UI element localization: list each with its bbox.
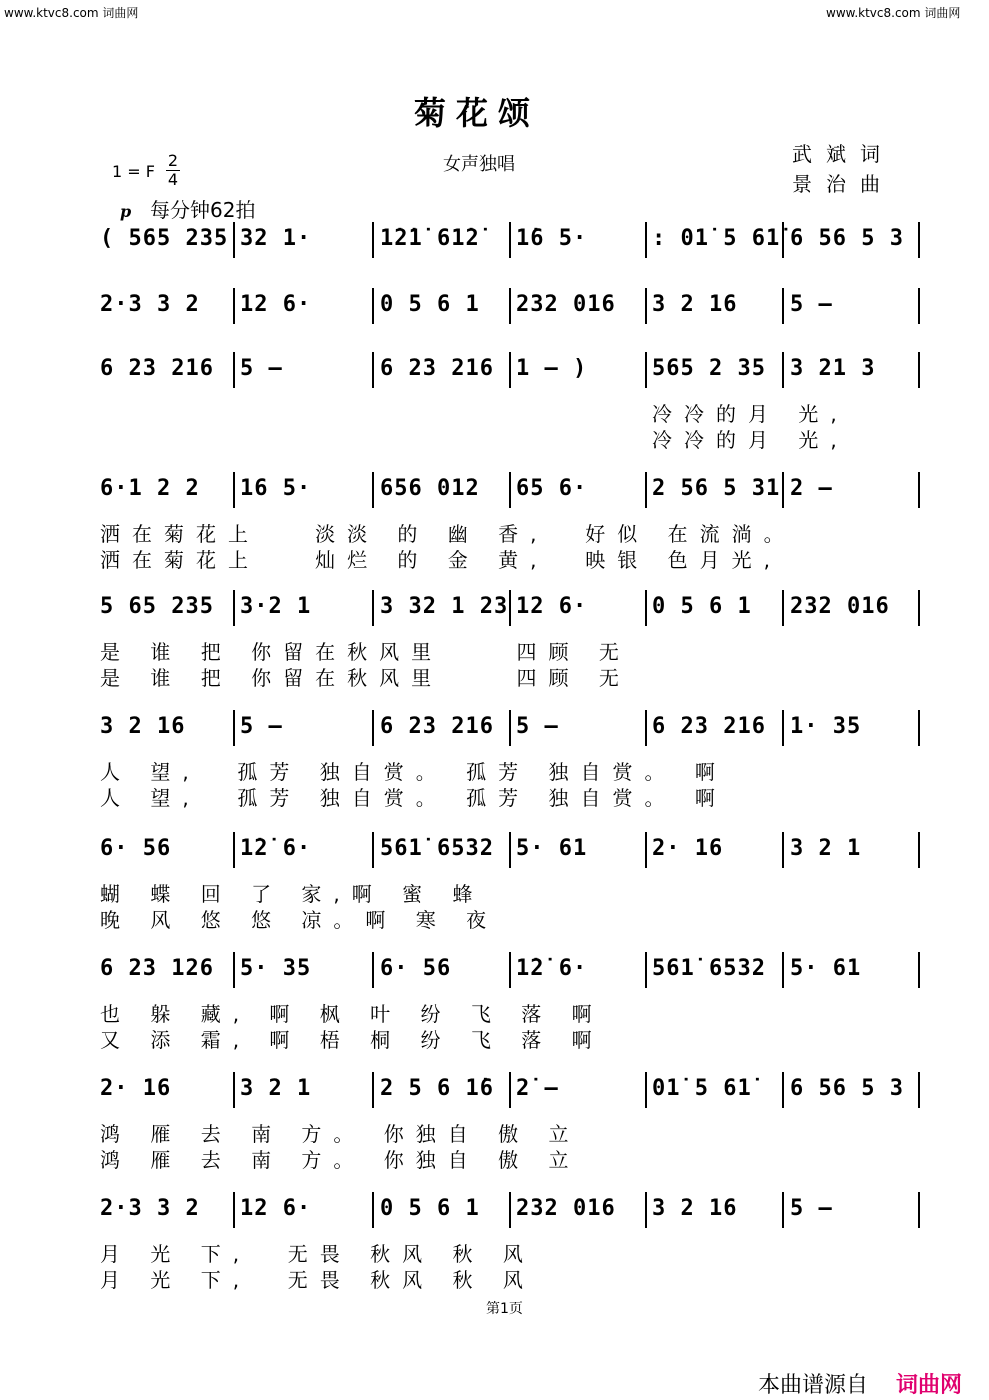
bar-line — [372, 1072, 374, 1108]
bar-line — [782, 472, 784, 508]
bar-line — [645, 710, 647, 746]
measure-notes: 2· 16 — [100, 1076, 172, 1101]
bar-line — [782, 1192, 784, 1228]
bar-line — [645, 1192, 647, 1228]
bar-line — [918, 832, 920, 868]
lyrics-verse-2: 冷冷的月 光, — [652, 428, 849, 452]
bar-line — [509, 590, 511, 626]
measure-notes: 6 23 216 — [100, 356, 214, 381]
lyrics-verse-2: 又 添 霜, 啊 梧 桐 纷 飞 落 啊 — [100, 1028, 604, 1052]
measure-notes: 6 56 5 3 — [790, 1076, 904, 1101]
measure-notes: 0 5 6 1 — [380, 292, 480, 317]
measure-notes: 232 016 — [790, 594, 890, 619]
notes-line — [0, 226, 989, 260]
score-row — [0, 714, 989, 824]
lyrics-verse-2: 人 望, 孤芳 独自赏。 孤芳 独自赏。 啊 — [100, 786, 727, 810]
bar-line — [509, 288, 511, 324]
site-watermark-right: www.ktvc8.com 词曲网 — [826, 6, 961, 20]
measure-notes: 565 2 35 — [652, 356, 766, 381]
measure-notes: 12 6· — [240, 292, 312, 317]
bar-line — [645, 472, 647, 508]
time-signature — [166, 152, 180, 189]
bar-line — [645, 222, 647, 258]
measure-notes: 6 23 126 — [100, 956, 214, 981]
measure-notes: 12 6· — [516, 594, 588, 619]
measure-notes: 232 016 — [516, 292, 616, 317]
lyrics-verse-1: 洒在菊花上 淡淡 的 幽 香, 好似 在流淌。 — [100, 522, 796, 546]
bar-line — [918, 710, 920, 746]
measure-notes: 6· 56 — [100, 836, 172, 861]
bar-line — [918, 1072, 920, 1108]
bar-line — [372, 832, 374, 868]
bar-line — [509, 222, 511, 258]
lyrics-verse-1: 冷冷的月 光, — [652, 402, 849, 426]
key-signature: 1 = F — [112, 162, 155, 181]
measure-notes: 6 23 216 — [652, 714, 766, 739]
measure-notes: 5 – — [240, 714, 283, 739]
measure-notes: 1̇2̇ 6· — [240, 836, 312, 861]
bar-line — [233, 472, 235, 508]
notes-line — [0, 356, 989, 390]
bar-line — [233, 832, 235, 868]
measure-notes: 3 21 3 — [790, 356, 876, 381]
measure-notes: 5 – — [240, 356, 283, 381]
measure-notes: 0 5 6 1 — [652, 594, 752, 619]
lyrics-verse-2: 月 光 下, 无畏 秋风 秋 风 — [100, 1268, 535, 1292]
lyrics-verse-1: 蝴 蝶 回 了 家,啊 蜜 蜂 — [100, 882, 485, 906]
bar-line — [645, 590, 647, 626]
bar-line — [372, 472, 374, 508]
lyrics-verse-1: 是 谁 把 你留在秋风里 四顾 无 — [100, 640, 631, 664]
notes-line — [0, 1196, 989, 1230]
bar-line — [372, 952, 374, 988]
bar-line — [782, 288, 784, 324]
bar-line — [233, 352, 235, 388]
measure-notes: 12 6· — [240, 1196, 312, 1221]
measure-notes: 2 5 6 1̇6 — [380, 1076, 494, 1101]
measure-notes: 5 – — [790, 292, 833, 317]
measure-notes: 3 2 16 — [652, 1196, 738, 1221]
measure-notes: 3 2 1 — [790, 836, 862, 861]
measure-notes: 2·3 3 2 — [100, 292, 200, 317]
score-row — [0, 956, 989, 1066]
bar-line — [782, 832, 784, 868]
bar-line — [233, 710, 235, 746]
bar-line — [918, 1192, 920, 1228]
measure-notes: 32 1· — [240, 226, 312, 251]
measure-notes: 5 – — [790, 1196, 833, 1221]
lyrics-verse-1: 月 光 下, 无畏 秋风 秋 风 — [100, 1242, 535, 1266]
bar-line — [233, 288, 235, 324]
bar-line — [918, 288, 920, 324]
measure-notes: 5· 35 — [240, 956, 312, 981]
measure-notes: 6· 56 — [380, 956, 452, 981]
bar-line — [233, 222, 235, 258]
bar-line — [782, 1072, 784, 1108]
lyrics-verse-2: 鸿 雁 去 南 方。 你独自 傲 立 — [100, 1148, 581, 1172]
measure-notes: 5 – — [516, 714, 559, 739]
notes-line — [0, 836, 989, 870]
bar-line — [918, 472, 920, 508]
bar-line — [509, 832, 511, 868]
measure-notes: : 01̇ 5 61̇ — [652, 226, 781, 251]
measure-notes: 5· 61 — [790, 956, 862, 981]
dynamic-marking: p — [120, 202, 132, 221]
bar-line — [782, 952, 784, 988]
measure-notes: 1· 35 — [790, 714, 862, 739]
bar-line — [509, 1192, 511, 1228]
lyrics-verse-2: 晚 风 悠 悠 凉。啊 寒 夜 — [100, 908, 499, 932]
bar-line — [918, 952, 920, 988]
tempo-marking: 每分钟62拍 — [150, 198, 256, 222]
measure-notes: 6·1 2 2 — [100, 476, 200, 501]
measure-notes: 1̇6 5· — [516, 226, 588, 251]
lyrics-verse-2: 洒在菊花上 灿烂 的 金 黄, 映银 色月光, — [100, 548, 782, 572]
bar-line — [233, 1192, 235, 1228]
bar-line — [509, 710, 511, 746]
notes-line — [0, 1076, 989, 1110]
measure-notes: 01̇ 5 61̇ — [652, 1076, 752, 1101]
lyrics-verse-2: 是 谁 把 你留在秋风里 四顾 无 — [100, 666, 631, 690]
bar-line — [509, 352, 511, 388]
bar-line — [782, 352, 784, 388]
measure-notes: 232 016 — [516, 1196, 616, 1221]
bar-line — [509, 472, 511, 508]
bar-line — [372, 288, 374, 324]
measure-notes: 16 5· — [240, 476, 312, 501]
bar-line — [782, 710, 784, 746]
measure-notes: 6 23 216 — [380, 356, 494, 381]
measure-notes: 3 2 16 — [652, 292, 738, 317]
measure-notes: 2·3 3 2 — [100, 1196, 200, 1221]
measure-notes: 1̇2̇ 6· — [516, 956, 588, 981]
score-row — [0, 356, 989, 466]
bar-line — [233, 590, 235, 626]
bar-line — [372, 352, 374, 388]
bar-line — [918, 222, 920, 258]
measure-notes: 3 2 16 — [100, 714, 186, 739]
bar-line — [645, 288, 647, 324]
time-signature-bottom: 4 — [167, 170, 179, 189]
page-number: 第1页 — [486, 1301, 523, 1317]
measure-notes: 6 23 216 — [380, 714, 494, 739]
lyrics-verse-1: 鸿 雁 去 南 方。 你独自 傲 立 — [100, 1122, 581, 1146]
time-signature-top: 2 — [167, 151, 179, 170]
measure-notes: 3 32 1 23 — [380, 594, 509, 619]
measure-notes: 1 – ) — [516, 356, 588, 381]
measure-notes: 2̇ – — [516, 1076, 559, 1101]
measure-notes: 1̇2̇1̇ 61̇2̇ — [380, 226, 480, 251]
bar-line — [918, 590, 920, 626]
bar-line — [509, 952, 511, 988]
bar-line — [918, 352, 920, 388]
measure-notes: 5· 61 — [516, 836, 588, 861]
measure-notes: ( 565 235 — [100, 226, 229, 251]
measure-notes: 3 2 1 — [240, 1076, 312, 1101]
measure-notes: 561̇ 6532 — [380, 836, 494, 861]
site-watermark-left: www.ktvc8.com 词曲网 — [4, 6, 139, 20]
measure-notes: 656 012 — [380, 476, 480, 501]
source-brand: 词曲网 — [896, 1373, 963, 1398]
measure-notes: 65 6· — [516, 476, 588, 501]
bar-line — [782, 590, 784, 626]
measure-notes: 2· 16 — [652, 836, 724, 861]
bar-line — [645, 352, 647, 388]
lyricist-credit: 武斌词 — [792, 142, 894, 166]
measure-notes: 6 56 5 3 — [790, 226, 904, 251]
song-subtitle: 女声独唱 — [443, 154, 515, 175]
measure-notes: 2 – — [790, 476, 833, 501]
notes-line — [0, 292, 989, 326]
measure-notes: 0 5 6 1 — [380, 1196, 480, 1221]
measure-notes: 561̇ 6532 — [652, 956, 766, 981]
measure-notes: 5 65 235 — [100, 594, 214, 619]
composer-credit: 景治曲 — [792, 172, 894, 196]
bar-line — [645, 832, 647, 868]
bar-line — [372, 710, 374, 746]
measure-notes: 2 56 5 31 — [652, 476, 781, 501]
song-title: 菊花颂 — [414, 94, 541, 132]
score-row — [0, 1076, 989, 1186]
score-row — [0, 836, 989, 946]
lyrics-verse-1: 也 躲 藏, 啊 枫 叶 纷 飞 落 啊 — [100, 1002, 604, 1026]
notes-line — [0, 476, 989, 510]
bar-line — [645, 1072, 647, 1108]
notes-line — [0, 956, 989, 990]
notes-line — [0, 594, 989, 628]
source-label: 本曲谱源自 — [758, 1373, 869, 1398]
bar-line — [233, 952, 235, 988]
lyrics-verse-1: 人 望, 孤芳 独自赏。 孤芳 独自赏。 啊 — [100, 760, 727, 784]
bar-line — [782, 222, 784, 258]
bar-line — [372, 222, 374, 258]
measure-notes: 3·2 1 — [240, 594, 312, 619]
notes-line — [0, 714, 989, 748]
bar-line — [372, 1192, 374, 1228]
bar-line — [372, 590, 374, 626]
bar-line — [645, 952, 647, 988]
bar-line — [509, 1072, 511, 1108]
score-row — [0, 476, 989, 586]
bar-line — [233, 1072, 235, 1108]
score-row — [0, 1196, 989, 1306]
score-row — [0, 594, 989, 704]
